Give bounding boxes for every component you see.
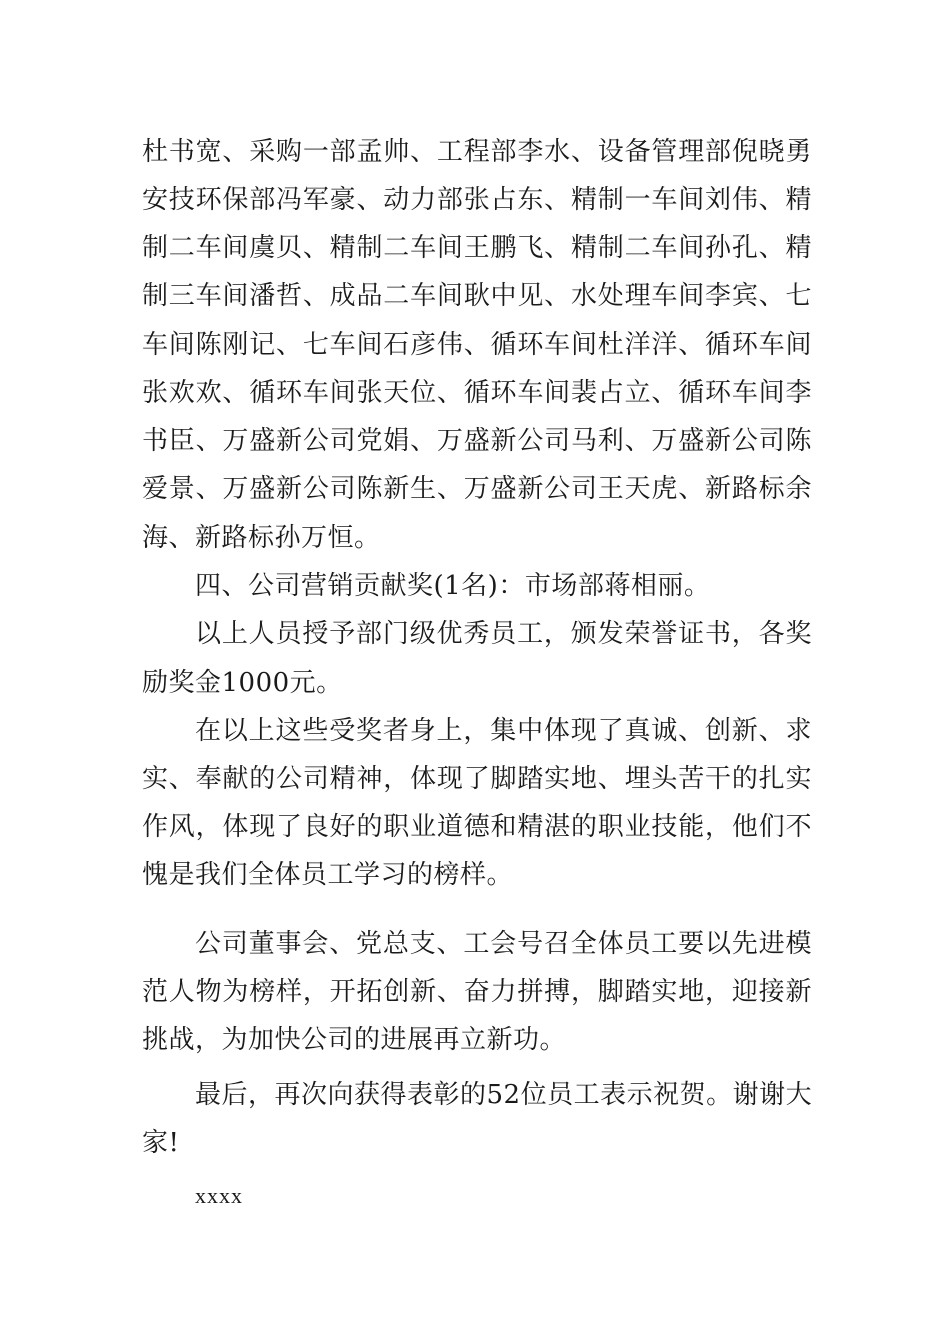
paragraph-line: 挑战，为加快公司的进展再立新功。 — [142, 1025, 567, 1055]
paragraph-line: 实、奉献的公司精神，体现了脚踏实地、埋头苦干的扎实 — [142, 764, 812, 794]
text-line: 车间陈刚记、七车间石彦伟、循环车间杜洋洋、循环车间 — [142, 330, 812, 360]
text-line: 海、新路标孙万恒。 — [142, 523, 381, 553]
text-line: 书臣、万盛新公司党娟、万盛新公司马利、万盛新公司陈 — [142, 426, 812, 456]
paragraph-line: 最后，再次向获得表彰的52位员工表示祝贺。谢谢大 — [195, 1080, 813, 1110]
paragraph-line: 在以上这些受奖者身上，集中体现了真诚、创新、求 — [195, 716, 812, 746]
paragraph-award-heading: 四、公司营销贡献奖(1名)：市场部蒋相丽。 — [195, 571, 711, 601]
paragraph-line: 公司董事会、党总支、工会号召全体员工要以先进模 — [195, 929, 812, 959]
paragraph-line: 家! — [142, 1128, 180, 1158]
text-line: 制三车间潘哲、成品二车间耿中见、水处理车间李宾、七 — [142, 281, 812, 311]
paragraph-line: 励奖金1000元。 — [142, 668, 343, 698]
text-line: 爱景、万盛新公司陈新生、万盛新公司王天虎、新路标余 — [142, 474, 812, 504]
text-line: 张欢欢、循环车间张天位、循环车间裴占立、循环车间李 — [142, 378, 812, 408]
text-line: 安技环保部冯军豪、动力部张占东、精制一车间刘伟、精 — [142, 185, 812, 215]
paragraph-line: 作风，体现了良好的职业道德和精湛的职业技能，他们不 — [142, 812, 812, 842]
signature: xxxx — [195, 1183, 243, 1208]
paragraph-line: 以上人员授予部门级优秀员工，颁发荣誉证书，各奖 — [195, 619, 812, 649]
text-line: 制二车间虞贝、精制二车间王鹏飞、精制二车间孙孔、精 — [142, 233, 812, 263]
text-line: 杜书宽、采购一部孟帅、工程部李水、设备管理部倪晓勇 — [142, 137, 812, 167]
paragraph-line: 范人物为榜样，开拓创新、奋力拼搏，脚踏实地，迎接新 — [142, 977, 812, 1007]
paragraph-line: 愧是我们全体员工学习的榜样。 — [142, 860, 514, 890]
